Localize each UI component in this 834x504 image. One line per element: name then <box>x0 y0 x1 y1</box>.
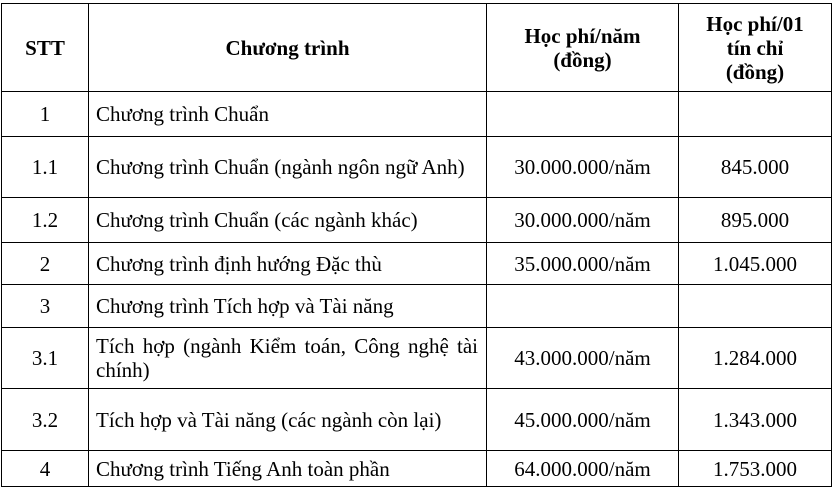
table-header-row <box>2 4 832 92</box>
table-row <box>2 243 832 285</box>
table-row <box>2 137 832 198</box>
cell-fee-year <box>487 285 679 328</box>
cell-stt: 3.1 <box>2 328 89 389</box>
header-fee-credit <box>679 4 832 92</box>
cell-stt: 2 <box>2 243 89 285</box>
table-row <box>2 285 832 328</box>
cell-program: Tích hợp và Tài năng (các ngành còn lại) <box>89 389 487 451</box>
cell-fee-credit: 1.045.000 <box>679 243 832 285</box>
table-row <box>2 92 832 137</box>
cell-fee-year: 64.000.000/năm <box>487 451 679 487</box>
header-fee-credit-line3: (đồng) <box>725 59 785 84</box>
cell-program: Chương trình Chuẩn (ngành ngôn ngữ Anh) <box>89 137 487 198</box>
cell-program: Chương trình định hướng Đặc thù <box>89 243 487 285</box>
cell-stt: 1.2 <box>2 198 89 243</box>
header-fee-credit-line1: Học phí/01 <box>706 11 804 36</box>
header-stt: STT <box>2 4 89 92</box>
cell-stt: 3.2 <box>2 389 89 451</box>
cell-fee-credit: 845.000 <box>679 137 832 198</box>
cell-stt: 4 <box>2 451 89 487</box>
tuition-table <box>1 3 832 487</box>
cell-fee-credit: 1.284.000 <box>679 328 832 389</box>
cell-program: Chương trình Tiếng Anh toàn phần <box>89 451 487 487</box>
header-fee-credit-line2: tín chỉ <box>726 35 784 60</box>
cell-fee-year: 35.000.000/năm <box>487 243 679 285</box>
cell-fee-year: 30.000.000/năm <box>487 137 679 198</box>
header-fee-year-line1: Học phí/năm <box>524 23 641 48</box>
cell-fee-year: 43.000.000/năm <box>487 328 679 389</box>
cell-fee-year: 45.000.000/năm <box>487 389 679 451</box>
cell-program: Chương trình Chuẩn <box>89 92 487 137</box>
cell-fee-credit <box>679 285 832 328</box>
header-fee-year-line2: (đồng) <box>553 47 612 72</box>
cell-stt: 3 <box>2 285 89 328</box>
cell-program: Tích hợp (ngành Kiểm toán, Công nghệ tài chính) <box>89 328 487 389</box>
cell-fee-credit: 1.343.000 <box>679 389 832 451</box>
table-row <box>2 451 832 487</box>
table-row <box>2 198 832 243</box>
cell-program: Chương trình Tích hợp và Tài năng <box>89 285 487 328</box>
header-program: Chương trình <box>89 4 487 92</box>
cell-fee-credit: 895.000 <box>679 198 832 243</box>
cell-program: Chương trình Chuẩn (các ngành khác) <box>89 198 487 243</box>
header-fee-year <box>487 4 679 92</box>
table-row <box>2 389 832 451</box>
cell-stt: 1.1 <box>2 137 89 198</box>
cell-fee-year <box>487 92 679 137</box>
cell-fee-year: 30.000.000/năm <box>487 198 679 243</box>
cell-fee-credit: 1.753.000 <box>679 451 832 487</box>
cell-stt: 1 <box>2 92 89 137</box>
table-row <box>2 328 832 389</box>
cell-fee-credit <box>679 92 832 137</box>
